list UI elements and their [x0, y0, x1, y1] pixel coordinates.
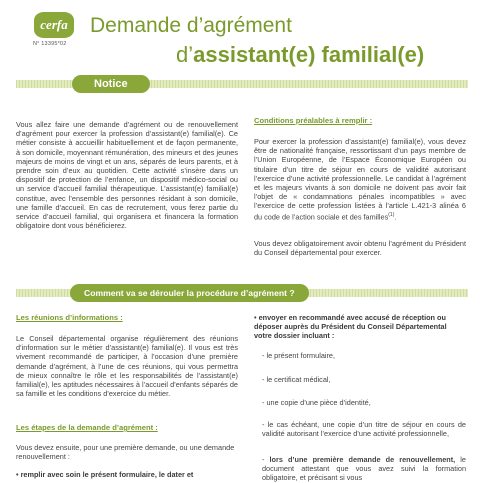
dossier-item-text: le document attestant que vous avez suivi la formation obligatoire, et précisant si vous: [262, 455, 466, 483]
conditions-heading: Conditions préalables à remplir :: [254, 116, 373, 125]
dossier-item-5: - lors d’une première demande de renouvellement, le document attestant que vous avez suivi la formation obligatoire, et précisant si vous: [262, 455, 466, 483]
dossier-item-text: le présent formulaire,: [266, 351, 336, 360]
dossier-item-1: - le présent formulaire,: [262, 351, 336, 360]
conditions-text-end: .: [394, 212, 397, 222]
bullet-envoyer: [254, 313, 466, 341]
dossier-item-2: - le certificat médical,: [262, 375, 331, 384]
dossier-item-text: une copie d’une pièce d’identité,: [266, 398, 371, 407]
document-title-line1: Demande d’agrément: [90, 14, 292, 37]
dossier-item-text: le cas échéant, une copie d’un titre de séjour en cours de validité autorisant l’exercice d’une activité professionnelle,: [262, 420, 466, 439]
dossier-item-text: le certificat médical,: [266, 375, 331, 384]
notice-body: Vous allez faire une demande d’agrément ou de renouvellement d’agrément pour exercer la profession d’assistant(e) familial(e). Ce métier consiste à accueillir habituellement et de façon permanente, à son domicile, moyennant rémunération, des mineurs et des jeunes majeurs de moins de vingt et un ans, séparés de leurs parents, et à prendre soin d’eux au quotidien. Cette activité s’insère dans un dispositif de protection de l’enfance, un dispositif médico-social ou un service d’accueil familial thérapeutique. L’assistant(e) familial(e) constitue, avec l’ensemble des personnes résidant à son domicile, une famille d’accueil. En cas de recrutement, vous ferez partie du service d’accueil familial, qui organisera et financera la formation obligatoire dont vous bénéficierez.: [16, 120, 238, 231]
conditions-paragraph-1: [254, 137, 466, 221]
bullet-envoyer-text: envoyer en recommandé avec accusé de réception ou déposer auprès du Président du Conseil Départemental votre dossier incluant :: [254, 313, 447, 341]
document-title-line2: [176, 42, 424, 68]
conditions-paragraph-2: Vous devez obligatoirement avoir obtenu l’agrément du Président du Conseil départemental pour exercer.: [254, 239, 466, 258]
reunions-heading: Les réunions d’informations :: [16, 313, 123, 322]
etapes-heading: Les étapes de la demande d’agrément :: [16, 423, 158, 432]
bullet-remplir-text: remplir avec soin le présent formulaire, le dater et: [20, 470, 194, 479]
procedure-label: Comment va se dérouler la procédure d’agrément ?: [70, 284, 309, 302]
bullet-remplir: [16, 470, 242, 479]
footnote-marker: (1): [388, 211, 395, 218]
bullet-dot: •: [16, 470, 21, 479]
dossier-item-3: - une copie d’une pièce d’identité,: [262, 398, 371, 407]
notice-label: Notice: [72, 75, 150, 93]
etapes-body: Vous devez ensuite, pour une première demande, ou une demande renouvellement :: [16, 443, 235, 462]
title-main: assistant(e) familial(e): [193, 42, 425, 67]
title-prefix: d’: [176, 42, 194, 67]
dossier-item-4: - le cas échéant, une copie d’un titre de séjour en cours de validité autorisant l’exercice d’une activité professionnelle,: [262, 420, 466, 439]
form-number: N° 13395*02: [33, 41, 67, 47]
conditions-text: Pour exercer la profession d’assistant(e) familial(e), vous devez être de nationalité française, ressortissant d’un pays membre de l’Union Européenne, de l’Espace Économique Européen ou titulaire d’un titre de séjour en cours de validité autorisant l’exercice d’une activité professionnelle. Le candidat à l’agrément et les majeurs vivants à son domicile ne doivent pas avoir fait l’objet de « condamnations pénales incompatibles » avec l’exercice de cette profession listées à l’article L.421-3 alinéa 6 du code de l’action sociale et des familles: [254, 137, 466, 222]
dossier-item-bold: lors d’une première demande de renouvellement,: [269, 455, 456, 464]
bullet-dot: •: [254, 313, 259, 322]
cerfa-logo: cerfa: [34, 12, 74, 38]
reunions-body: Le Conseil départemental organise régulièrement des réunions d’information sur le métier d’assistant(e) familial(e). Il vous est très vivement recommandé de participer, à l’occasion d’une première demande d’agrément, à l’une de ces réunions, qui vous permettra de mieux connaître le rôle et les responsabilités de l’assistant(e) familial(e), les aptitudes nécessaires à l’accueil d’enfants séparés de sa famille et les conditions d’exercice du métier.: [16, 334, 238, 399]
